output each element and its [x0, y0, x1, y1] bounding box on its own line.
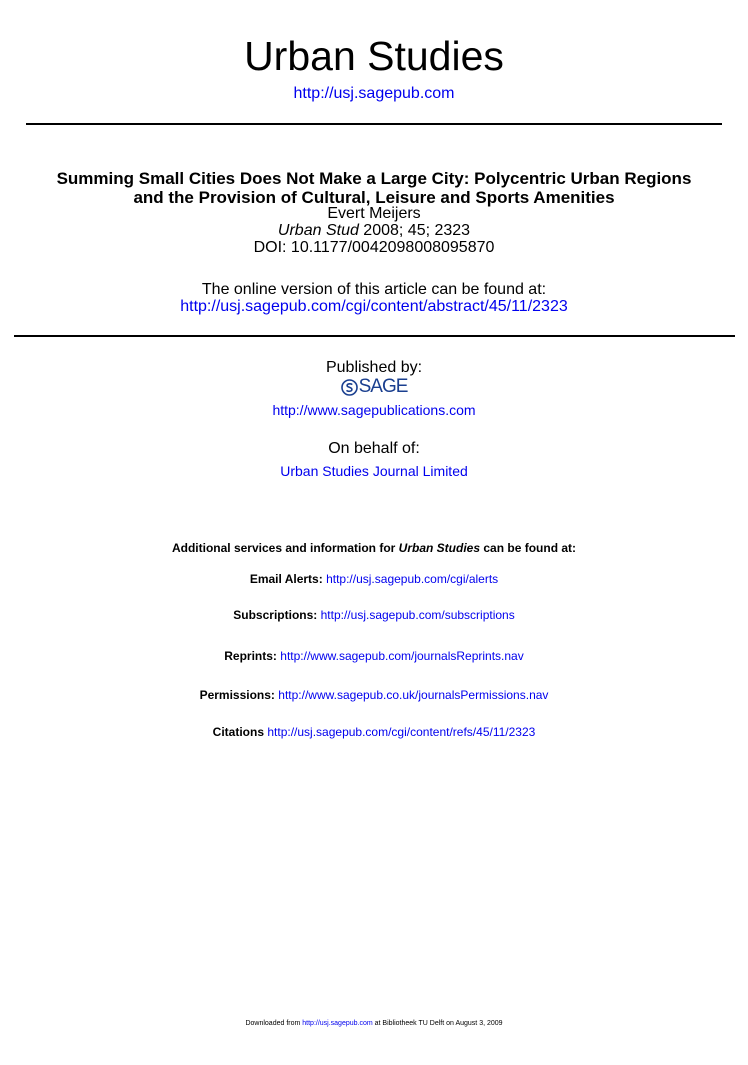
- publisher-url-container: [0, 402, 748, 418]
- online-version-container: [0, 298, 748, 316]
- footer-suffix: at Bibliotheek TU Delft on August 3, 2009: [372, 1020, 503, 1027]
- service-link[interactable]: http://usj.sagepub.com/cgi/content/refs/45/11/2323: [267, 725, 536, 739]
- service-subscriptions: [0, 608, 748, 622]
- services-heading-journal: Urban Studies: [398, 541, 481, 555]
- published-by-label: Published by:: [325, 359, 423, 376]
- services-heading-suffix: can be found at:: [480, 541, 577, 555]
- service-link[interactable]: http://usj.sagepub.com/subscriptions: [320, 608, 515, 622]
- middle-divider: [14, 335, 735, 337]
- top-divider: [26, 123, 722, 125]
- online-version-link[interactable]: http://usj.sagepub.com/cgi/content/abstract/45/11/2323: [180, 298, 568, 315]
- article-doi: DOI: 10.1177/0042098008095870: [253, 239, 495, 256]
- download-footer: [0, 1020, 748, 1027]
- service-label: Permissions:: [199, 688, 275, 702]
- journal-url-link[interactable]: http://usj.sagepub.com: [293, 85, 455, 102]
- service-label: Reprints:: [224, 649, 277, 663]
- article-citation: [0, 222, 748, 240]
- online-version-text: The online version of this article can be found at:: [201, 281, 547, 298]
- citation-details: 2008; 45; 2323: [358, 222, 471, 239]
- journal-url-container: [0, 85, 748, 103]
- article-author: Evert Meijers: [327, 205, 421, 222]
- publisher-url-link[interactable]: http://www.sagepublications.com: [272, 402, 476, 418]
- article-title-line-2: and the Provision of Cultural, Leisure and Sports Amenities: [133, 188, 615, 207]
- service-label: Citations: [212, 725, 265, 739]
- article-title-line-1: Summing Small Cities Does Not Make a Large City: Polycentric Urban Regions: [56, 169, 692, 188]
- sage-s-icon: [341, 379, 358, 396]
- services-heading: [0, 541, 748, 555]
- service-link[interactable]: http://www.sagepub.co.uk/journalsPermissions.nav: [278, 688, 549, 702]
- sage-logo-text: SAGE: [358, 376, 408, 397]
- service-email-alerts: [0, 572, 748, 586]
- journal-abbrev: Urban Stud: [277, 222, 359, 239]
- footer-prefix: Downloaded from: [245, 1020, 303, 1027]
- service-reprints: [0, 649, 748, 663]
- journal-title: Urban Studies: [244, 33, 504, 79]
- on-behalf-link[interactable]: Urban Studies Journal Limited: [280, 463, 468, 479]
- sage-logo: [0, 377, 748, 397]
- service-link[interactable]: http://usj.sagepub.com/cgi/alerts: [326, 572, 499, 586]
- service-label: Email Alerts:: [249, 572, 323, 586]
- article-title: [0, 169, 748, 207]
- service-citations: [0, 725, 748, 739]
- footer-link[interactable]: http://usj.sagepub.com: [302, 1020, 373, 1027]
- on-behalf-label: On behalf of:: [328, 440, 420, 457]
- services-heading-prefix: Additional services and information for: [171, 541, 399, 555]
- on-behalf-container: [0, 463, 748, 479]
- service-label: Subscriptions:: [233, 608, 318, 622]
- service-link[interactable]: http://www.sagepub.com/journalsReprints.nav: [280, 649, 524, 663]
- service-permissions: [0, 688, 748, 702]
